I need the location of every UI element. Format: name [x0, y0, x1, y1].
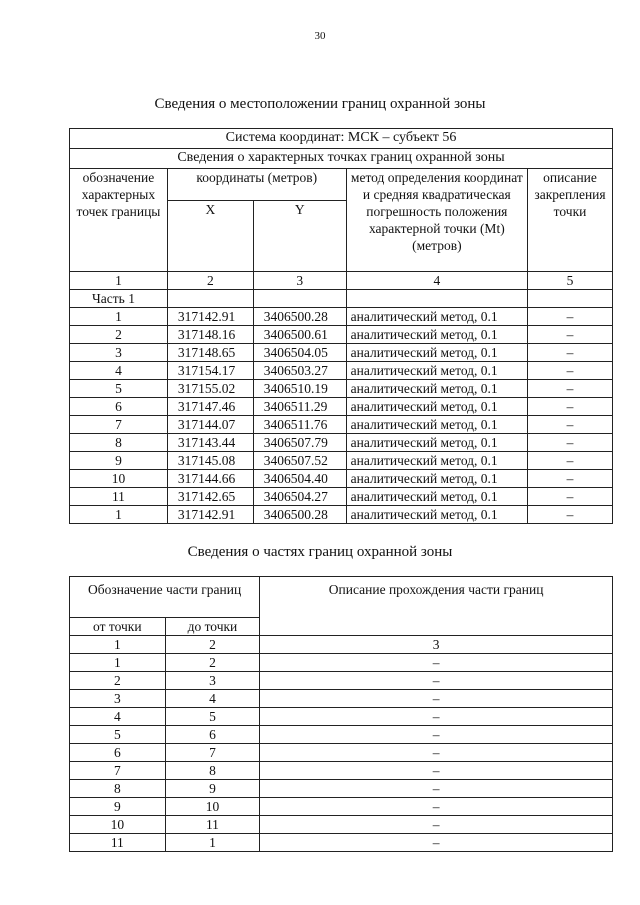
to-point-cell: 7 [165, 744, 260, 762]
section1-title: Сведения о местоположении границ охранной зоны [154, 96, 486, 112]
column-number: 4 [346, 272, 527, 290]
table-row [70, 326, 613, 344]
description-cell: – [528, 416, 613, 434]
method-cell: аналитический метод, 0.1 [346, 506, 527, 524]
method-cell: аналитический метод, 0.1 [346, 308, 527, 326]
table-row [70, 362, 613, 380]
table-row [70, 452, 613, 470]
from-point-cell: 6 [70, 744, 166, 762]
description-cell: – [528, 398, 613, 416]
column-number: 2 [167, 272, 253, 290]
description-cell: – [528, 380, 613, 398]
part-description-cell: – [260, 780, 613, 798]
x-cell: 317147.46 [167, 398, 253, 416]
table-row [70, 798, 613, 816]
x-cell: 317144.07 [167, 416, 253, 434]
point-cell: 4 [70, 362, 168, 380]
point-cell: 5 [70, 380, 168, 398]
to-point-cell: 10 [165, 798, 260, 816]
point-cell: 1 [70, 506, 168, 524]
section2-title: Сведения о частях границ охранной зоны [187, 544, 453, 560]
x-cell: 317148.16 [167, 326, 253, 344]
column-number: 3 [260, 636, 613, 654]
col-from-point: от точки [70, 618, 166, 636]
table-row [70, 654, 613, 672]
x-cell: 317142.91 [167, 506, 253, 524]
to-point-cell: 4 [165, 690, 260, 708]
from-point-cell: 8 [70, 780, 166, 798]
coordinates-rows [70, 308, 613, 524]
points-header: Сведения о характерных точках границ охранной зоны [70, 149, 613, 169]
description-cell: – [528, 362, 613, 380]
y-cell: 3406504.27 [253, 488, 346, 506]
part-label: Часть 1 [70, 290, 168, 308]
y-cell: 3406504.40 [253, 470, 346, 488]
col-to-point: до точки [165, 618, 260, 636]
method-cell: аналитический метод, 0.1 [346, 452, 527, 470]
y-cell: 3406500.28 [253, 308, 346, 326]
part-description-cell: – [260, 798, 613, 816]
method-cell: аналитический метод, 0.1 [346, 488, 527, 506]
description-cell: – [528, 506, 613, 524]
method-cell: аналитический метод, 0.1 [346, 470, 527, 488]
y-cell: 3406510.19 [253, 380, 346, 398]
point-cell: 1 [70, 308, 168, 326]
description-cell: – [528, 452, 613, 470]
method-cell: аналитический метод, 0.1 [346, 434, 527, 452]
part-description-cell: – [260, 654, 613, 672]
to-point-cell: 6 [165, 726, 260, 744]
part-description-cell: – [260, 690, 613, 708]
x-cell: 317148.65 [167, 344, 253, 362]
table-row [70, 398, 613, 416]
point-cell: 10 [70, 470, 168, 488]
point-cell: 8 [70, 434, 168, 452]
from-point-cell: 3 [70, 690, 166, 708]
part-description-cell: – [260, 816, 613, 834]
table-row [70, 470, 613, 488]
point-cell: 2 [70, 326, 168, 344]
method-cell: аналитический метод, 0.1 [346, 380, 527, 398]
x-cell: 317142.65 [167, 488, 253, 506]
table-row [70, 762, 613, 780]
part-description-cell: – [260, 726, 613, 744]
method-cell: аналитический метод, 0.1 [346, 416, 527, 434]
col-part-description: Описание прохождения части границ [260, 577, 613, 636]
part-description-cell: – [260, 672, 613, 690]
table-row [70, 308, 613, 326]
from-point-cell: 7 [70, 762, 166, 780]
table-row [70, 816, 613, 834]
table-row [70, 744, 613, 762]
col-part-designation: Обозначение части границ [70, 577, 260, 618]
part-description-cell: – [260, 744, 613, 762]
table-row [70, 780, 613, 798]
to-point-cell: 11 [165, 816, 260, 834]
description-cell: – [528, 308, 613, 326]
table-row [70, 416, 613, 434]
column-number: 3 [253, 272, 346, 290]
x-cell: 317155.02 [167, 380, 253, 398]
y-cell: 3406511.76 [253, 416, 346, 434]
from-point-cell: 4 [70, 708, 166, 726]
col-coordinates: координаты (метров) [167, 169, 346, 201]
table-row [70, 726, 613, 744]
to-point-cell: 5 [165, 708, 260, 726]
point-cell: 11 [70, 488, 168, 506]
x-cell: 317145.08 [167, 452, 253, 470]
part-description-cell: – [260, 834, 613, 852]
x-cell: 317144.66 [167, 470, 253, 488]
column-number: 5 [528, 272, 613, 290]
x-cell: 317143.44 [167, 434, 253, 452]
point-cell: 3 [70, 344, 168, 362]
method-cell: аналитический метод, 0.1 [346, 344, 527, 362]
from-point-cell: 5 [70, 726, 166, 744]
y-cell: 3406500.28 [253, 506, 346, 524]
parts-rows [70, 654, 613, 852]
y-cell: 3406511.29 [253, 398, 346, 416]
column-number: 1 [70, 272, 168, 290]
method-cell: аналитический метод, 0.1 [346, 326, 527, 344]
part-description-cell: – [260, 762, 613, 780]
point-cell: 9 [70, 452, 168, 470]
from-point-cell: 2 [70, 672, 166, 690]
to-point-cell: 8 [165, 762, 260, 780]
table-row [70, 690, 613, 708]
y-cell: 3406507.52 [253, 452, 346, 470]
y-cell: 3406500.61 [253, 326, 346, 344]
point-cell: 7 [70, 416, 168, 434]
y-cell: 3406503.27 [253, 362, 346, 380]
from-point-cell: 9 [70, 798, 166, 816]
description-cell: – [528, 326, 613, 344]
table-row [70, 672, 613, 690]
to-point-cell: 2 [165, 654, 260, 672]
parts-table [69, 576, 613, 852]
part-description-cell: – [260, 708, 613, 726]
from-point-cell: 10 [70, 816, 166, 834]
col-description: описание закрепления точки [528, 169, 613, 272]
description-cell: – [528, 434, 613, 452]
point-cell: 6 [70, 398, 168, 416]
description-cell: – [528, 470, 613, 488]
from-point-cell: 11 [70, 834, 166, 852]
col-method: метод определения координат и средняя квадратическая погрешность положения характерной точки (Mt) (метров) [346, 169, 527, 272]
table-row [70, 344, 613, 362]
table-row [70, 380, 613, 398]
to-point-cell: 3 [165, 672, 260, 690]
to-point-cell: 9 [165, 780, 260, 798]
coordinates-table [69, 128, 613, 524]
col-point-designation: обозначение характерных точек границы [70, 169, 168, 272]
col-x: X [167, 200, 253, 271]
page-number: 30 [314, 30, 326, 42]
description-cell: – [528, 488, 613, 506]
table-row [70, 488, 613, 506]
table-row [70, 506, 613, 524]
column-number: 2 [165, 636, 260, 654]
table-row [70, 834, 613, 852]
table-row [70, 434, 613, 452]
column-number: 1 [70, 636, 166, 654]
coordinate-system-header: Система координат: МСК – субъект 56 [70, 129, 613, 149]
x-cell: 317142.91 [167, 308, 253, 326]
method-cell: аналитический метод, 0.1 [346, 362, 527, 380]
description-cell: – [528, 344, 613, 362]
method-cell: аналитический метод, 0.1 [346, 398, 527, 416]
x-cell: 317154.17 [167, 362, 253, 380]
y-cell: 3406507.79 [253, 434, 346, 452]
y-cell: 3406504.05 [253, 344, 346, 362]
to-point-cell: 1 [165, 834, 260, 852]
col-y: Y [253, 200, 346, 271]
table-row [70, 708, 613, 726]
from-point-cell: 1 [70, 654, 166, 672]
